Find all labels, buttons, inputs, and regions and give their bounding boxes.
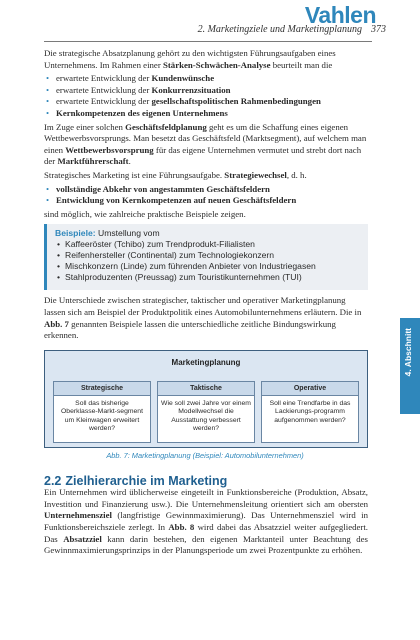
running-head: 2. Marketingziele und Marketingplanung: [197, 24, 362, 35]
example-box: [44, 224, 368, 290]
bold-term: Wettbewerbsvorsprung: [65, 144, 154, 155]
figure-marketing-planning: [44, 350, 368, 464]
figure-reference: Abb. 7: [44, 318, 69, 329]
bullet-icon: •: [46, 96, 50, 107]
text-run: Kaffeeröster (Tchibo) zum Trendprodukt-Filialisten: [65, 239, 255, 250]
list-item: [44, 184, 368, 196]
bold-term: Absatzziel: [63, 533, 102, 544]
figure-column-tactical: [157, 381, 255, 443]
text-run: beurteilt man die: [270, 59, 333, 70]
examples-intro: sind möglich, wie zahlreiche praktische Beispiele zeigen.: [44, 208, 246, 219]
text-run: , d. h.: [286, 169, 307, 180]
text-run: geht es um die Schaffung eines eigenen Wettbewerbsvorsprungs. Man besetzt das Geschäftsfeld (Marktsegment), auf welchem man einen: [44, 121, 367, 155]
figure-intro-paragraph: [44, 295, 368, 341]
text-run: Stahlproduzenten (Preussag) zum Touristikunternehmen (TUI): [65, 272, 302, 283]
text-run: kann darin bestehen, den eigenen Marktanteil unter Beachtung des Gewinnmaximierungsprinzips in der Planungsperiode um zwei Prozentpunkte zu erhöhen.: [44, 533, 368, 556]
bullet-icon: •: [57, 261, 61, 272]
hierarchy-paragraph: [44, 487, 368, 557]
bold-term: Geschäftsfeldplanung: [125, 121, 207, 132]
list-item: [44, 85, 368, 97]
text-run: Die strategische Absatzplanung gehört zu den wichtigsten Führungsaufgaben eines Unternehmens. Im Rahmen einer: [44, 48, 336, 70]
figure-title: Marketingplanung: [171, 357, 241, 367]
bullet-icon: •: [46, 183, 50, 194]
strategy-paragraph: [44, 170, 368, 182]
figure-caption: Abb. 7: Marketingplanung (Beispiel: Automobilunternehmen): [106, 450, 304, 460]
header-rule: [44, 41, 372, 42]
column-heading: Operative: [262, 382, 358, 396]
text-run: Ein Unternehmen wird üblicherweise eingeteilt in Funktionsbereiche (Produktion, Absatz, Investition und Finanzierung usw.). Die Unternehmensleitung orientiert sich am obersten: [44, 487, 368, 509]
bullet-icon: •: [46, 84, 50, 95]
text-run: wird dabei das Absatzziel weiter aufgegliedert. Das: [44, 522, 368, 544]
figure-frame: [44, 350, 368, 448]
bold-term: gesellschaftspolitischen Rahmenbedingungen: [151, 96, 321, 107]
column-text: Soll eine Trendfarbe in das Lackierungs-programm aufgenommen werden?: [269, 399, 351, 424]
chapter-tab-label: 4. Abschnitt: [403, 328, 413, 377]
list-item: [44, 73, 368, 85]
example-subtitle: Umstellung vom: [95, 228, 160, 239]
section-number: 2.2: [44, 473, 62, 488]
example-list: [55, 239, 360, 283]
example-title: Beispiele:: [55, 228, 96, 239]
text-run: Strategisches Marketing ist eine Führungsaufgabe.: [44, 169, 225, 180]
text-run: Reifenhersteller (Continental) zum Technologiekonzern: [65, 250, 275, 261]
column-text: Soll das bisherige Oberklasse-Markt-segment um Kleinwagen erweitert werden?: [61, 399, 143, 432]
bold-term: Marktführerschaft: [57, 156, 129, 167]
list-item: [55, 250, 360, 261]
planning-paragraph: [44, 122, 368, 168]
bullet-icon: •: [46, 107, 50, 118]
bullet-icon: •: [57, 272, 61, 283]
text-run: Im Zuge einer solchen: [44, 121, 126, 132]
text-run: Die Unterschiede zwischen strategischer, taktischer und operativer Marketingplanung lassen sich am Beispiel der Produktpolitik eines Automobilunternehmens erläutern. Die in: [44, 295, 362, 317]
strategy-change-list: [44, 184, 368, 207]
list-item: [44, 108, 368, 120]
bullet-icon: •: [46, 73, 50, 84]
list-item: [55, 272, 360, 283]
list-item: [44, 96, 368, 108]
publisher-logo: Vahlen: [304, 2, 376, 28]
bold-term: Stärken-Schwächen-Analyse: [162, 59, 271, 70]
bold-term: Kundenwünsche: [151, 73, 215, 84]
figure-column-operative: [261, 381, 359, 443]
text-run: für das eigene Unternehmen vermutet und strebt dort nach der: [44, 144, 362, 167]
text-run: genannten Beispiele lassen die unterschiedliche zeitliche Bindungswirkung erkennen.: [44, 318, 336, 341]
text-run: .: [128, 156, 131, 167]
list-item: [55, 239, 360, 250]
column-heading: Taktische: [158, 382, 254, 396]
bold-term: Strategiewechsel: [224, 169, 287, 180]
column-text: Wie soll zwei Jahre vor einem Modellwechsel die Ausstattung verbessert werden?: [161, 399, 251, 432]
bold-term: Konkurrenzsituation: [151, 84, 231, 95]
bold-term: Kernkompetenzen des eigenen Unternehmens: [56, 107, 228, 118]
text-run: erwartete Entwicklung der: [56, 96, 152, 107]
list-item: [44, 195, 368, 207]
bold-term: vollständige Abkehr von angestammten Geschäftsfeldern: [56, 183, 270, 194]
section-title: Zielhierarchie im Marketing: [65, 473, 228, 488]
text-run: Mischkonzern (Linde) zum führenden Anbieter von Industriegasen: [65, 261, 316, 272]
bold-term: Unternehmensziel: [44, 510, 112, 521]
intro-paragraph: [44, 48, 368, 71]
bullet-icon: •: [46, 195, 50, 206]
list-item: [55, 261, 360, 272]
text-run: erwartete Entwicklung der: [56, 84, 152, 95]
chapter-side-tab: [400, 318, 420, 414]
example-heading: [55, 228, 360, 239]
page-number: 373: [371, 24, 386, 35]
column-heading: Strategische: [54, 382, 150, 396]
page-body: [44, 48, 368, 559]
section-heading: [44, 473, 368, 488]
text-run: (langfristige Gewinnmaximierung). Das Unternehmensziel wird in Funktionsbereichsziele zerlegt. In: [44, 510, 368, 533]
bullet-icon: •: [57, 250, 61, 261]
bold-term: Entwicklung von Kernkompetenzen auf neuen Geschäftsfeldern: [56, 195, 297, 206]
figure-reference: Abb. 8: [168, 522, 195, 533]
bullet-icon: •: [57, 239, 61, 250]
page-header: [0, 0, 420, 44]
figure-column-strategic: [53, 381, 151, 443]
analysis-list: [44, 73, 368, 119]
text-run: erwartete Entwicklung der: [56, 73, 152, 84]
